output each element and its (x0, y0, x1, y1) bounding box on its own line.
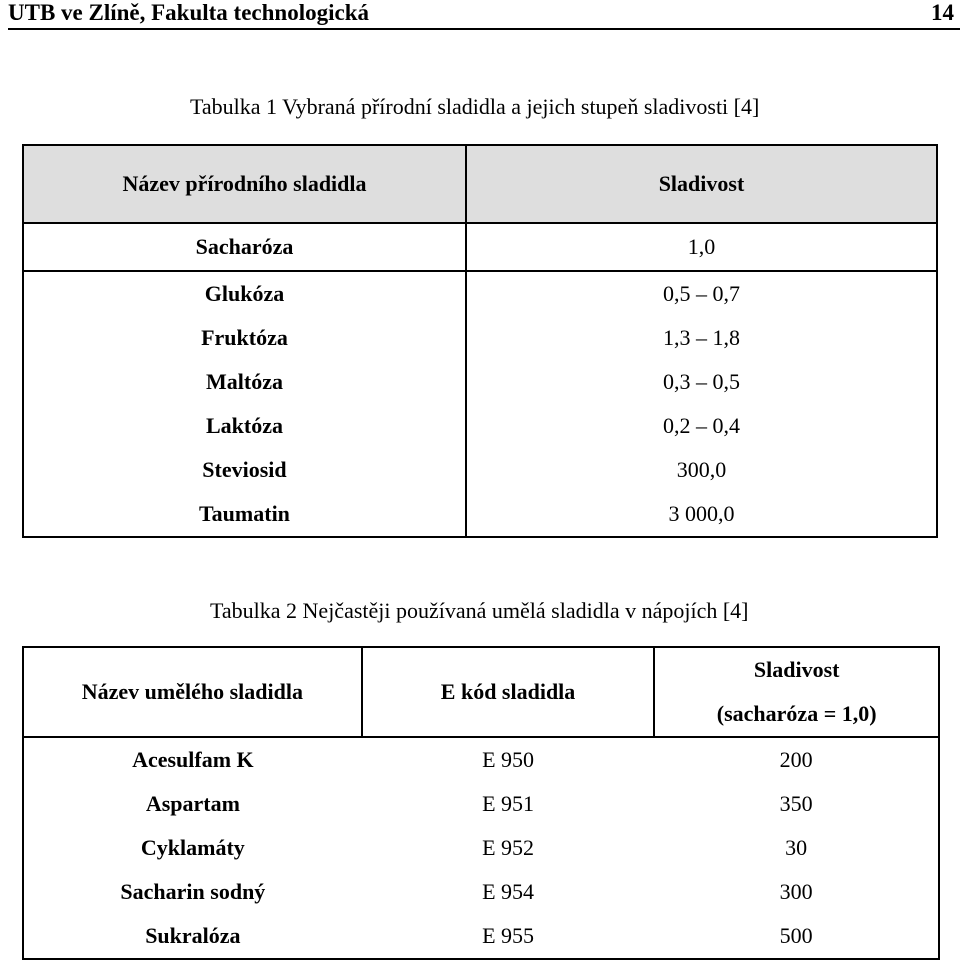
sweetness-value: 30 (785, 835, 808, 860)
sweetness-value: 3 000,0 (668, 501, 735, 526)
header-title: UTB ve Zlíně, Fakulta technologická (8, 0, 369, 25)
e-code: E 954 (482, 879, 535, 904)
column-header-sweetness: Sladivost (466, 145, 937, 223)
sweetness-value: 350 (779, 791, 813, 816)
table-row (23, 448, 937, 492)
sweetener-name: Maltóza (23, 360, 466, 404)
sweetness-value: 300,0 (676, 457, 727, 482)
table-row (23, 870, 939, 914)
e-code: E 952 (482, 835, 535, 860)
column-header-e-code: E kód sladidla (362, 647, 655, 737)
table1-caption: Tabulka 1 Vybraná přírodní sladidla a jejich stupeň sladivosti [4] (190, 94, 760, 119)
sweetness-value: 1,3 – 1,8 (662, 325, 740, 350)
e-code: E 951 (482, 791, 535, 816)
sweetness-value: 0,5 – 0,7 (662, 281, 740, 306)
sweetener-name: Steviosid (23, 448, 466, 492)
sweetener-name: Fruktóza (23, 316, 466, 360)
sweetness-value: 1,0 (466, 223, 937, 271)
column-header-sweetness-label: Sladivost (753, 657, 840, 682)
column-header-sweetness-reference: (sacharóza = 1,0) (716, 701, 877, 726)
sweetener-name: Taumatin (23, 492, 466, 537)
table-row (23, 271, 937, 316)
sweetener-name: Laktóza (23, 404, 466, 448)
table-row (23, 404, 937, 448)
page-number: 14 (931, 0, 954, 25)
sweetness-value: 500 (779, 923, 813, 948)
sweetener-name: Sacharóza (23, 223, 466, 271)
column-header-sweetness (654, 647, 939, 737)
table2-caption: Tabulka 2 Nejčastěji používaná umělá sladidla v nápojích [4] (210, 598, 749, 623)
sweetener-name: Cyklamáty (140, 835, 245, 860)
sweetener-name: Aspartam (145, 791, 240, 816)
column-header-name: Název přírodního sladidla (23, 145, 466, 223)
table-header-row (23, 145, 937, 223)
table-row (23, 223, 937, 271)
table-row (23, 492, 937, 537)
sweetness-value: 300 (779, 879, 813, 904)
sweetness-value: 0,3 – 0,5 (662, 369, 740, 394)
table-header-row (23, 647, 939, 737)
table-row (23, 782, 939, 826)
sweetener-name: Sukralóza (145, 923, 241, 948)
natural-sweeteners-table (22, 144, 938, 538)
table-row (23, 826, 939, 870)
sweetener-name: Glukóza (23, 271, 466, 316)
table-row (23, 914, 939, 959)
sweetener-name: Acesulfam K (132, 747, 254, 772)
e-code: E 950 (482, 747, 535, 772)
e-code: E 955 (482, 923, 535, 948)
page-header (8, 0, 960, 30)
sweetener-name: Sacharin sodný (120, 879, 266, 904)
column-header-name: Název umělého sladidla (23, 647, 362, 737)
table-row (23, 316, 937, 360)
sweetness-value: 0,2 – 0,4 (662, 413, 740, 438)
artificial-sweeteners-table (22, 646, 940, 960)
sweetness-value: 200 (779, 747, 813, 772)
table-row (23, 737, 939, 782)
table-row (23, 360, 937, 404)
